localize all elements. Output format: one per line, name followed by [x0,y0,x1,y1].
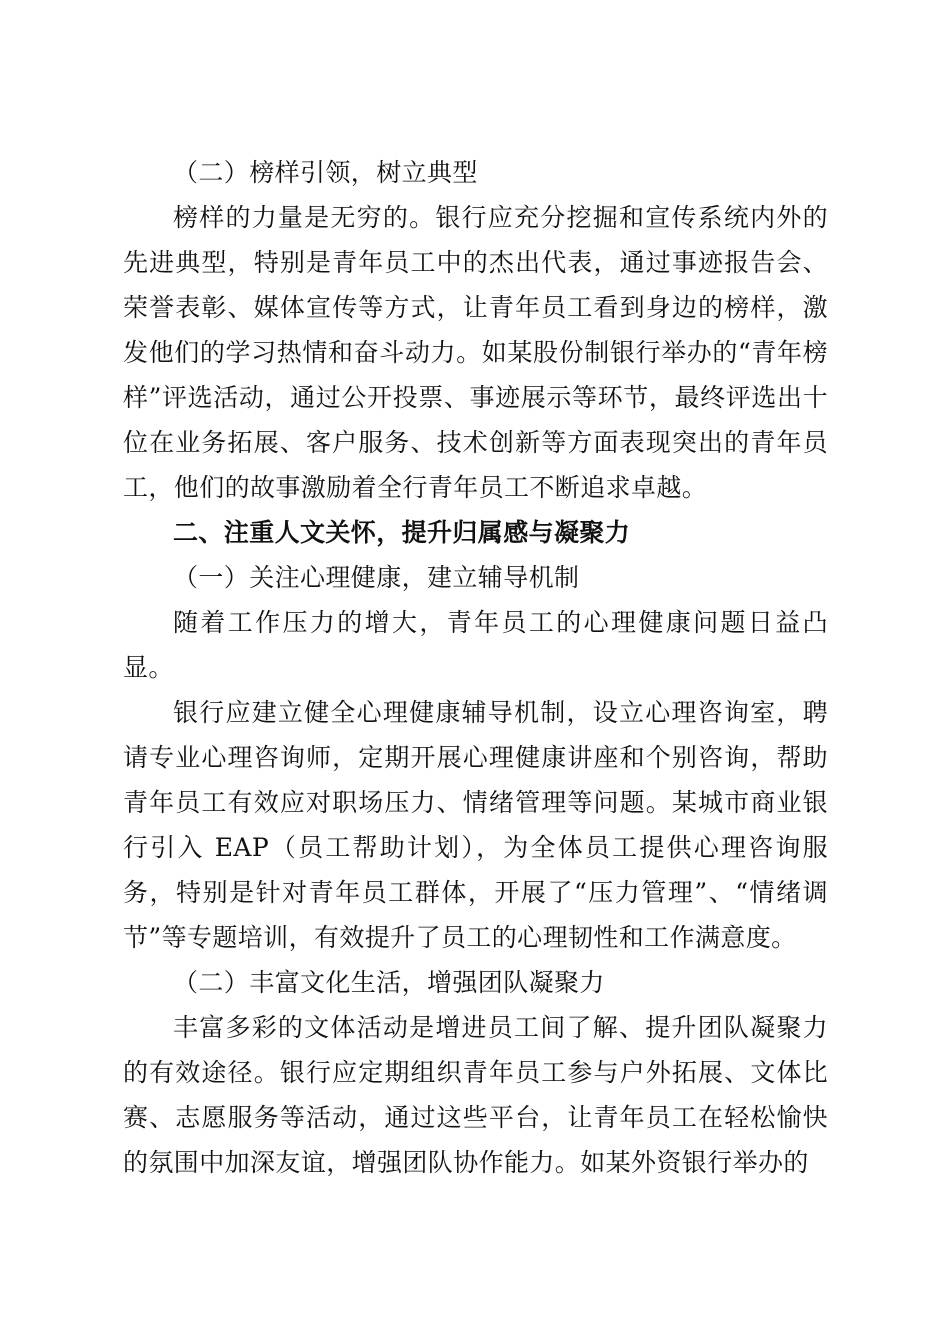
paragraph-counseling-mechanism: 银行应建立健全心理健康辅导机制，设立心理咨询室，聘请专业心理咨询师，定期开展心理健康讲座和个别咨询，帮助青年员工有效应对职场压力、情绪管理等问题。某城市商业银行引入 EAP（员工帮助计划），为全体员工提供心理咨询服务，特别是针对青年员工群体，开展了“压力管理”、“情绪调节”等专题培训，有效提升了员工的心理韧性和工作满意度。 [123,698,828,952]
subheading-mental-health: （一）关注心理健康，建立辅导机制 [173,563,580,592]
paragraph-work-pressure: 随着工作压力的增大，青年员工的心理健康问题日益凸显。 [123,608,828,682]
section-heading-humanistic-care: 二、注重人文关怀，提升归属感与凝聚力 [173,518,631,547]
paragraph-team-activities: 丰富多彩的文体活动是增进员工间了解、提升团队凝聚力的有效途径。银行应定期组织青年员工参与户外拓展、文体比赛、志愿服务等活动，通过这些平台，让青年员工在轻松愉快的氛围中加深友谊，增强团队协作能力。如某外资银行举办的 [123,1013,828,1177]
paragraph-role-models: 榜样的力量是无穷的。银行应充分挖掘和宣传系统内外的先进典型，特别是青年员工中的杰出代表，通过事迹报告会、荣誉表彰、媒体宣传等方式，让青年员工看到身边的榜样，激发他们的学习热情和奋斗动力。如某股份制银行举办的“青年榜样”评选活动，通过公开投票、事迹展示等环节，最终评选出十位在业务拓展、客户服务、技术创新等方面表现突出的青年员工，他们的故事激励着全行青年员工不断追求卓越。 [123,203,828,502]
subheading-role-models: （二）榜样引领，树立典型 [173,158,478,187]
subheading-cultural-life: （二）丰富文化生活，增强团队凝聚力 [173,968,605,997]
document-body [123,150,828,1185]
